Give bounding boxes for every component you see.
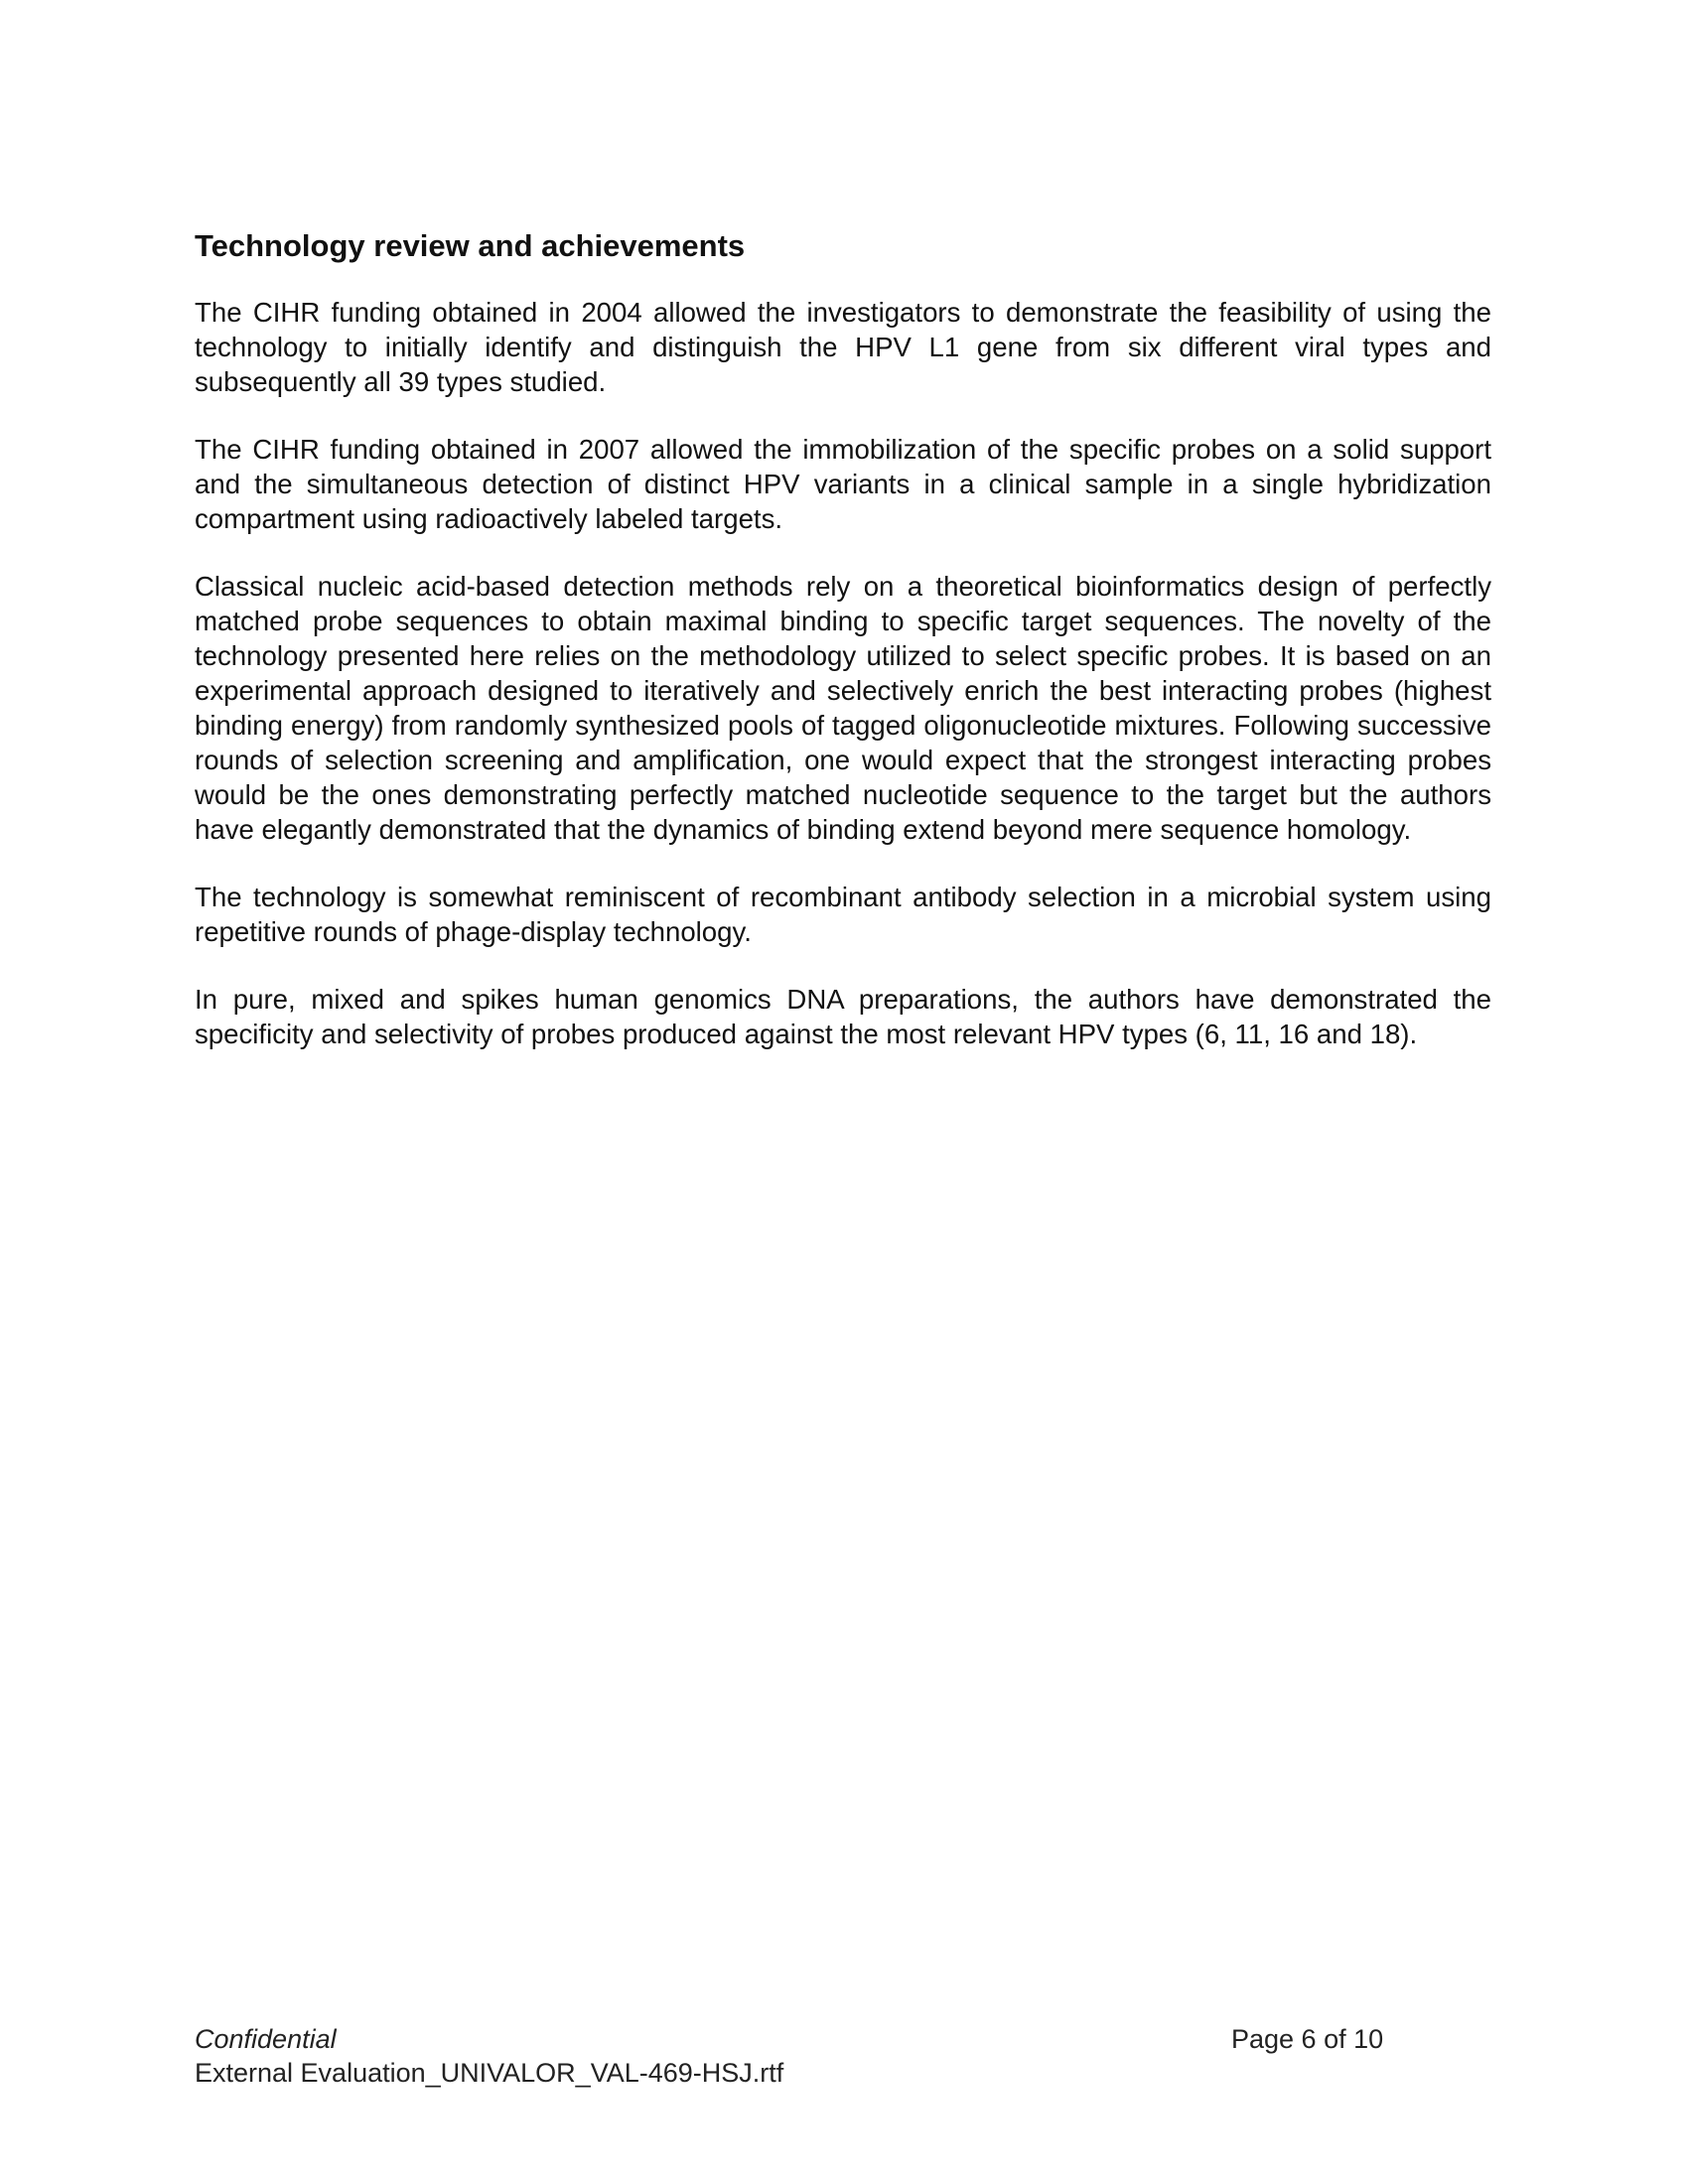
paragraph-hpv-types: In pure, mixed and spikes human genomics DNA preparations, the authors have demonstrated the specificity and selectivity of probes produced against the most relevant HPV types (6, 11, 16 and 18). xyxy=(195,984,1491,1049)
paragraph-cihr-2004: The CIHR funding obtained in 2004 allowed the investigators to demonstrate the feasibility of using the technology to initially identify and distinguish the HPV L1 gene from six different viral types and subsequently all 39 types studied. xyxy=(195,297,1491,397)
paragraph-classical-methods: Classical nucleic acid-based detection methods rely on a theoretical bioinformatics design of perfectly matched probe sequences to obtain maximal binding to specific target sequences. The novelty of the technology presented here relies on the methodology utilized to select specific probes. It is based on an experimental approach designed to iteratively and selectively enrich the best interacting probes (highest binding energy) from randomly synthesized pools of tagged oligonucleotide mixtures. Following successive rounds of selection screening and amplification, one would expect that the strongest interacting probes would be the ones demonstrating perfectly matched nucleotide sequence to the target but the authors have elegantly demonstrated that the dynamics of binding extend beyond mere sequence homology. xyxy=(195,571,1491,845)
section-heading: Technology review and achievements xyxy=(195,228,746,263)
paragraph-phage-display: The technology is somewhat reminiscent of recombinant antibody selection in a microbial system using repetitive rounds of phage-display technology. xyxy=(195,882,1491,947)
section-body xyxy=(195,295,1491,1084)
footer-confidential-label: Confidential xyxy=(195,2024,337,2054)
footer-filename: External Evaluation_UNIVALOR_VAL-469-HSJ.rtf xyxy=(195,2058,784,2088)
footer-page-number: Page 6 of 10 xyxy=(1231,2024,1384,2054)
paragraph-cihr-2007: The CIHR funding obtained in 2007 allowed the immobilization of the specific probes on a solid support and the simultaneous detection of distinct HPV variants in a clinical sample in a single hybridization compartment using radioactively labeled targets. xyxy=(195,434,1491,534)
